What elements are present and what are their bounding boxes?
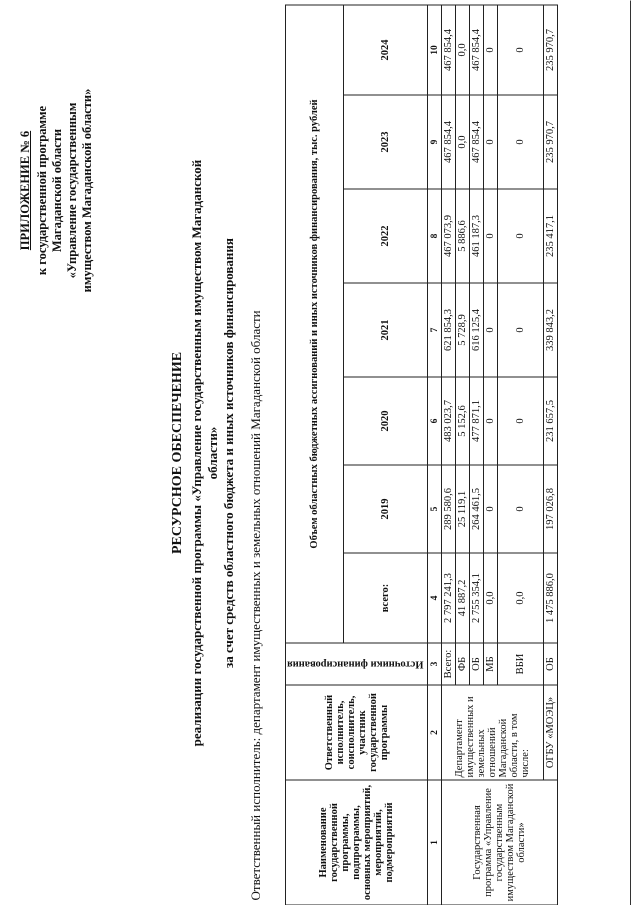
executor-cell: ОГБУ «МОЭЦ»: [544, 685, 558, 780]
source-cell: ОБ: [544, 643, 558, 685]
value-cell: 461 187,3: [470, 189, 484, 283]
index-row: [428, 4, 442, 904]
heading-line: области»: [205, 426, 220, 479]
program-name-cell: Государственная программа «Управление государственным имуществом Магаданской области»: [442, 780, 558, 905]
value-cell: 197 026,8: [544, 465, 558, 553]
appendix-line: к государственной программе: [35, 105, 49, 275]
value-cell: 0: [484, 283, 498, 377]
value-cell: 235 970,7: [544, 4, 558, 94]
value-cell: 0,0: [498, 553, 544, 643]
header-source: [286, 643, 428, 685]
value-cell: 0: [498, 283, 544, 377]
source-cell: ФБ: [456, 643, 470, 685]
header-year: 2020: [344, 377, 428, 465]
value-cell: 2 797 241,3: [442, 553, 456, 643]
appendix-line: Магаданской области: [50, 128, 64, 252]
value-cell: 0,0: [456, 95, 470, 189]
heading-line: реализации государственной программы «Управление государственным имуществом Магаданской: [189, 159, 204, 746]
value-cell: 0: [484, 4, 498, 94]
value-cell: 0: [498, 4, 544, 94]
index-cell: 4: [428, 553, 442, 643]
value-cell: 483 023,7: [442, 377, 456, 465]
value-cell: 289 580,6: [442, 465, 456, 553]
header-year: 2022: [344, 189, 428, 283]
value-cell: 5 728,9: [456, 283, 470, 377]
value-cell: 621 854,3: [442, 283, 456, 377]
value-cell: 467 854,4: [470, 95, 484, 189]
appendix-block: [18, 40, 95, 340]
value-cell: 235 970,7: [544, 95, 558, 189]
header-volume: Объем областных бюджетных ассигнований и иных источников финансирования, тыс. рублей: [286, 4, 344, 642]
value-cell: 0: [498, 189, 544, 283]
value-cell: 1 475 886,0: [544, 553, 558, 643]
header-source-label: Источники финансирования: [287, 658, 424, 669]
source-cell: ОБ: [470, 643, 484, 685]
value-cell: 477 871,1: [470, 377, 484, 465]
value-cell: 0: [484, 189, 498, 283]
heading-line: за счет средств областного бюджета и иных источников финансирования: [221, 237, 236, 668]
value-cell: 616 125,4: [470, 283, 484, 377]
value-cell: 0,0: [456, 4, 470, 94]
value-cell: 5 886,6: [456, 189, 470, 283]
index-cell: 8: [428, 189, 442, 283]
value-cell: 467 854,4: [442, 4, 456, 94]
value-cell: 0: [498, 465, 544, 553]
value-cell: 467 073,9: [442, 189, 456, 283]
header-year: 2021: [344, 283, 428, 377]
value-cell: 0: [498, 95, 544, 189]
responsible-executor: Ответственный исполнитель: департамент имущественных и земельных отношений Магаданской области: [248, 309, 263, 900]
index-cell: 9: [428, 95, 442, 189]
index-cell: 2: [428, 685, 442, 780]
value-cell: 5 152,6: [456, 377, 470, 465]
table-row: [442, 4, 456, 904]
source-cell: МБ: [484, 643, 498, 685]
value-cell: 41 887,2: [456, 553, 470, 643]
header-year: 2019: [344, 465, 428, 553]
value-cell: 467 854,4: [470, 4, 484, 94]
index-cell: 10: [428, 4, 442, 94]
index-cell: 3: [428, 643, 442, 685]
value-cell: 0: [484, 95, 498, 189]
resource-table: [285, 4, 558, 905]
executor-cell: Департамент имущественных и земельных отношений Магаданской области, в том числе:: [442, 685, 544, 780]
value-cell: 0: [484, 465, 498, 553]
index-cell: 6: [428, 377, 442, 465]
value-cell: 339 843,2: [544, 283, 558, 377]
appendix-line: «Управление государственным: [65, 102, 79, 278]
value-cell: 264 461,5: [470, 465, 484, 553]
index-cell: 5: [428, 465, 442, 553]
page-divider: [630, 0, 631, 905]
value-cell: 231 657,5: [544, 377, 558, 465]
header-year: 2024: [344, 4, 428, 94]
value-cell: 2 755 354,1: [470, 553, 484, 643]
value-cell: 25 119,1: [456, 465, 470, 553]
source-cell: Всего:: [442, 643, 456, 685]
document-title: РЕСУРСНОЕ ОБЕСПЕЧЕНИЕ: [170, 351, 185, 554]
value-cell: 467 854,4: [442, 95, 456, 189]
index-cell: 1: [428, 780, 442, 905]
appendix-line: имуществом Магаданской области»: [80, 88, 94, 292]
value-cell: 0: [498, 377, 544, 465]
table-row: [544, 4, 558, 904]
header-year: 2023: [344, 95, 428, 189]
appendix-title: ПРИЛОЖЕНИЕ № 6: [18, 130, 32, 250]
source-cell: ВБИ: [498, 643, 544, 685]
value-cell: 235 417,1: [544, 189, 558, 283]
index-cell: 7: [428, 283, 442, 377]
header-executor: Ответственный исполнитель, соисполнитель, участник государственной программы: [286, 685, 428, 780]
value-cell: 0: [484, 377, 498, 465]
value-cell: 0,0: [484, 553, 498, 643]
header-year: всего:: [344, 553, 428, 643]
document-heading: [170, 40, 237, 865]
header-program-name: Наименование государственной программы, подпрограммы, основных мероприятий, мероприятий, подмероприятий: [286, 780, 428, 905]
